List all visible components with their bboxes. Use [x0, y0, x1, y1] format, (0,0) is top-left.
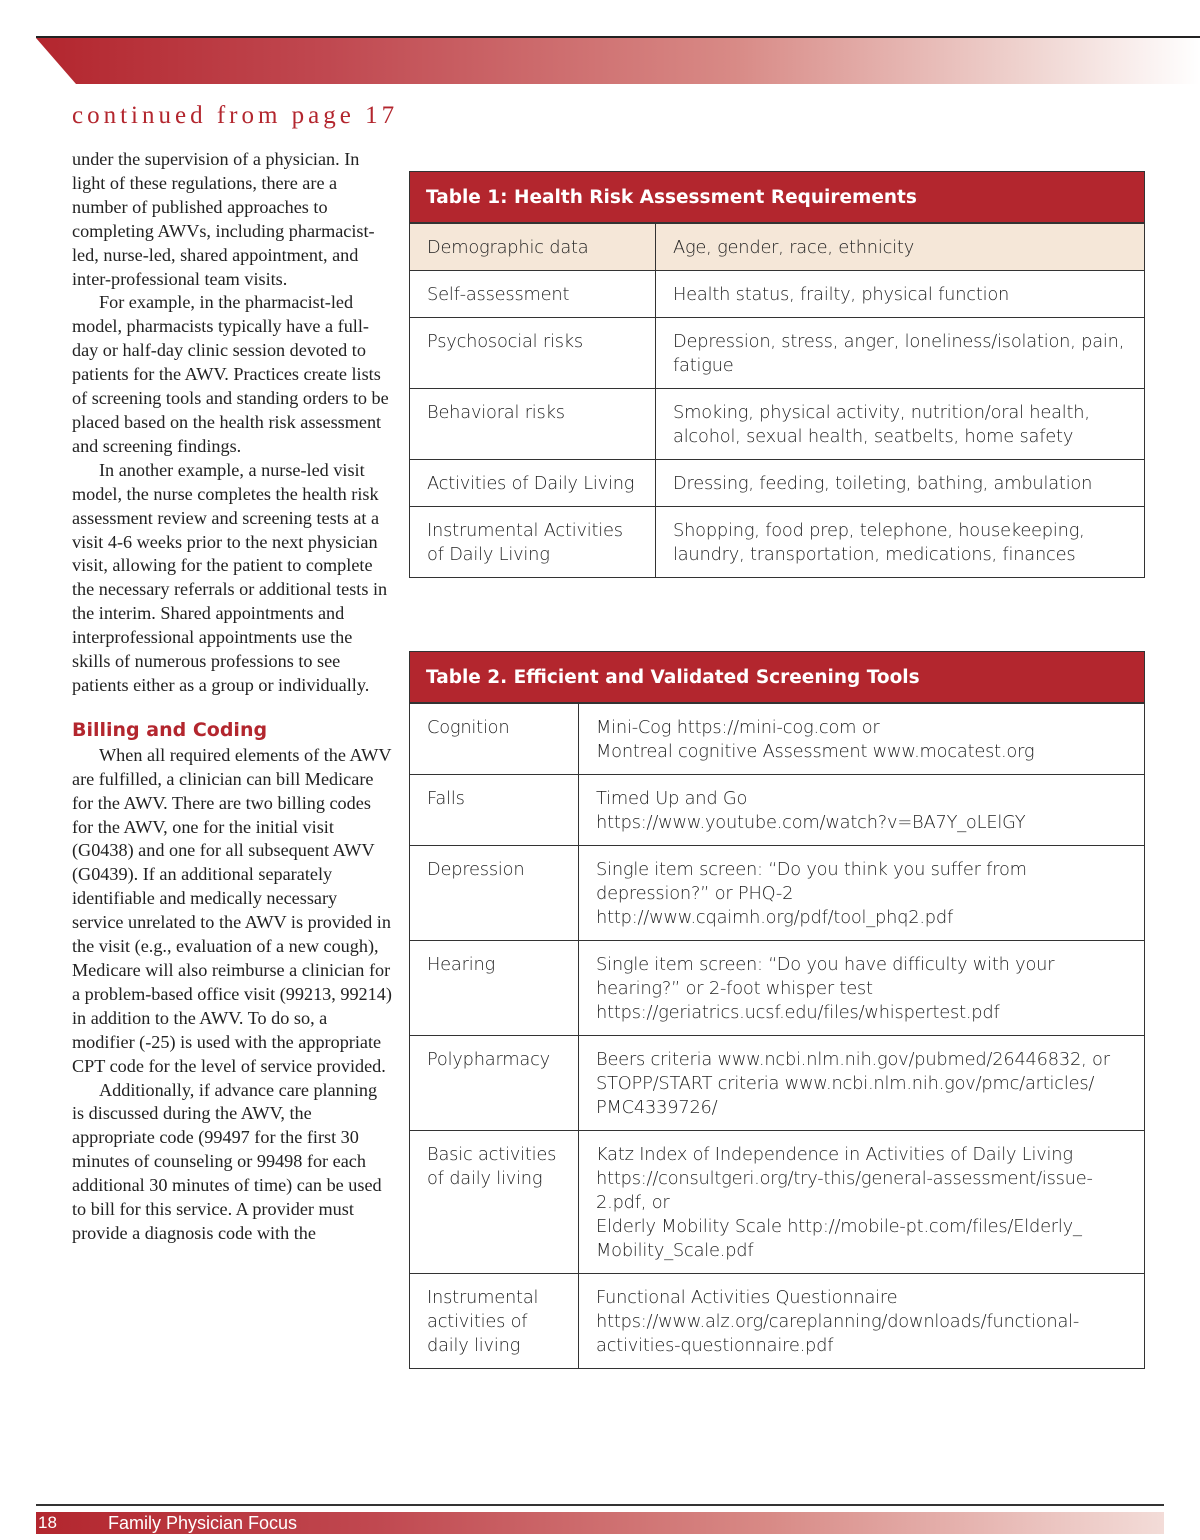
tool-line: Functional Activities Questionnaire	[596, 1287, 898, 1308]
table-row	[410, 1036, 1145, 1131]
tool-line: Elderly Mobility Scale http://mobile-pt.com/files/Elderly_ Mobility_Scale.pdf	[596, 1216, 1082, 1261]
row-category: Instrumental Activities of Daily Living	[410, 507, 656, 578]
tool-line: Katz Index of Independence in Activities of Daily Living	[596, 1144, 1073, 1165]
tool-line: Timed Up and Go	[596, 788, 748, 809]
row-tools	[579, 941, 1145, 1036]
table-row	[410, 846, 1145, 941]
table-row	[410, 775, 1145, 846]
row-tools	[579, 846, 1145, 941]
row-category: Psychosocial risks	[410, 318, 656, 389]
row-items: Dressing, feeding, toileting, bathing, ambulation	[656, 460, 1145, 507]
table-row	[410, 389, 1145, 460]
tool-line: https://geriatrics.ucsf.edu/files/whispertest.pdf	[596, 1002, 1000, 1023]
table-title: Table 2. Efficient and Validated Screening Tools	[410, 652, 1145, 704]
row-domain: Polypharmacy	[410, 1036, 579, 1131]
health-risk-table	[409, 171, 1145, 578]
row-tools	[579, 1274, 1145, 1369]
row-domain: Cognition	[410, 703, 579, 775]
table-row	[410, 507, 1145, 578]
row-items: Shopping, food prep, telephone, housekeeping, laundry, transportation, medications, finances	[656, 507, 1145, 578]
row-domain: Depression	[410, 846, 579, 941]
row-items: Health status, frailty, physical function	[656, 271, 1145, 318]
table-row	[410, 941, 1145, 1036]
row-tools	[579, 703, 1145, 775]
footer-rule	[36, 1504, 1164, 1506]
article-paragraph: In another example, a nurse-led visit model, the nurse completes the health risk assessment review and screening tests at a visit 4-6 weeks prior to the next physician visit, allowing for the patient to complete the necessary referrals or additional tests in the interim. Shared appointments and interprofessional appointments use the skills of numerous professions to see patients either as a group or individually.	[72, 459, 388, 695]
section-heading: Billing and Coding	[72, 718, 268, 741]
tool-line: Beers criteria www.ncbi.nlm.nih.gov/pubmed/26446832, or	[596, 1049, 1110, 1070]
table-row	[410, 318, 1145, 389]
row-tools	[579, 775, 1145, 846]
row-items: Age, gender, race, ethnicity	[656, 223, 1145, 271]
tool-line: Mini-Cog https://mini-cog.com or	[596, 717, 880, 738]
article-paragraph: When all required elements of the AWV are fulfilled, a clinician can bill Medicare for the AWV. There are two billing codes for the AWV, one for the initial visit (G0438) and one for all subsequent AWV (G0439). If an additional separately identifiable and medically necessary service unrelated to the AWV is provided in the visit (e.g., evaluation of a new cough), Medicare will also reimburse a clinician for a problem-based office visit (99213, 99214) in addition to the AWV. To do so, a modifier (-25) is used with the appropriate CPT code for the level of service provided.	[72, 744, 392, 1076]
header-band	[36, 38, 1200, 84]
tool-line: Single item screen: “Do you have difficulty with your hearing?” or 2-foot whisper test	[596, 954, 1055, 999]
row-tools	[579, 1131, 1145, 1274]
screening-tools-table	[409, 651, 1145, 1369]
table-row	[410, 460, 1145, 507]
tool-line: https://www.alz.org/careplanning/downloads/functional-activities-questionnaire.pdf	[596, 1311, 1080, 1356]
continued-label: continued from page 17	[72, 102, 399, 129]
article-paragraph: under the supervision of a physician. In light of these regulations, there are a number of published approaches to completing AWVs, including pharmacist-led, nurse-led, shared appointment, and inter-professional team visits.	[72, 149, 375, 289]
page-number: 18	[38, 1513, 57, 1532]
row-domain: Falls	[410, 775, 579, 846]
article-paragraph: Additionally, if advance care planning is discussed during the AWV, the appropriate code (99497 for the first 30 minutes of counseling or 99498 for each additional 30 minutes of time) can be used to bill for this service. A provider must provide a diagnosis code with the	[72, 1079, 382, 1243]
tool-line: https://consultgeri.org/try-this/general-assessment/issue-2.pdf, or	[596, 1168, 1093, 1213]
tool-line: Montreal cognitive Assessment www.mocatest.org	[596, 741, 1035, 762]
table-title: Table 1: Health Risk Assessment Requirements	[410, 172, 1145, 224]
row-items: Smoking, physical activity, nutrition/oral health, alcohol, sexual health, seatbelts, home safety	[656, 389, 1145, 460]
row-tools	[579, 1036, 1145, 1131]
article-column	[72, 148, 392, 1246]
tool-line: STOPP/START criteria www.ncbi.nlm.nih.gov/pmc/articles/ PMC4339726/	[596, 1073, 1095, 1118]
row-category: Demographic data	[410, 223, 656, 271]
row-category: Behavioral risks	[410, 389, 656, 460]
table-row	[410, 271, 1145, 318]
table-row	[410, 1131, 1145, 1274]
tool-line: https://www.youtube.com/watch?v=BA7Y_oLElGY	[596, 812, 1026, 833]
tool-line: http://www.cqaimh.org/pdf/tool_phq2.pdf	[596, 907, 954, 928]
header-rule	[36, 36, 1200, 38]
table-row	[410, 1274, 1145, 1369]
table-row	[410, 703, 1145, 775]
row-category: Activities of Daily Living	[410, 460, 656, 507]
row-items: Depression, stress, anger, loneliness/isolation, pain, fatigue	[656, 318, 1145, 389]
tool-line: Single item screen: “Do you think you suffer from depression?” or PHQ-2	[596, 859, 1027, 904]
article-paragraph: For example, in the pharmacist-led model, pharmacists typically have a full-day or half-day clinic session devoted to patients for the AWV. Practices create lists of screening tools and standing orders to be placed based on the health risk assessment and screening findings.	[72, 292, 389, 456]
row-domain: Instrumental activities of daily living	[410, 1274, 579, 1369]
row-domain: Hearing	[410, 941, 579, 1036]
publication-name: Family Physician Focus	[108, 1513, 298, 1533]
row-domain: Basic activities of daily living	[410, 1131, 579, 1274]
row-category: Self-assessment	[410, 271, 656, 318]
table-row	[410, 223, 1145, 271]
